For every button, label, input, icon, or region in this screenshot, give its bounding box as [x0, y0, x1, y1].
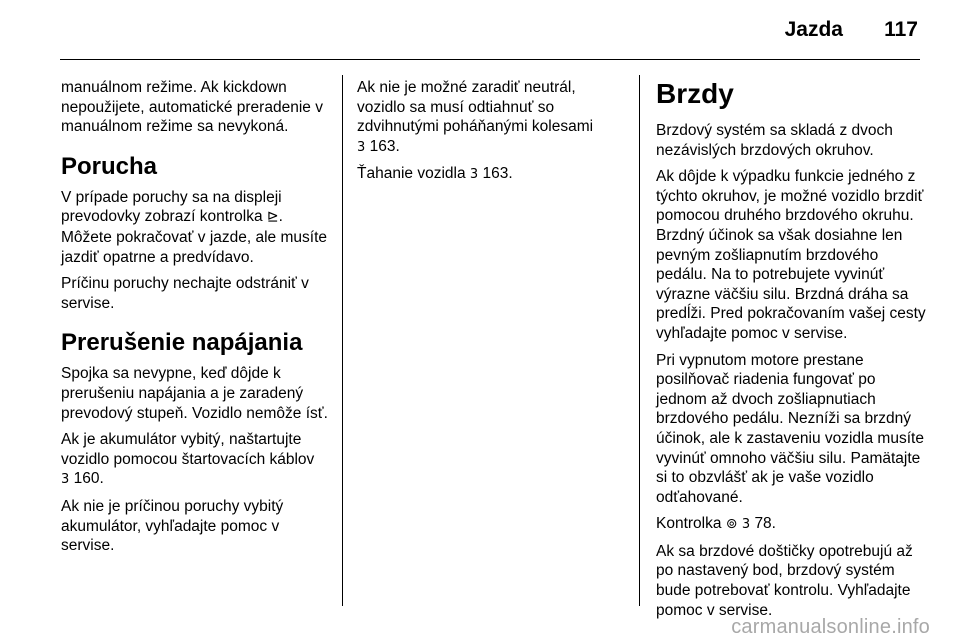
paragraph: Ak sa brzdové doštičky opotrebujú až po nastavený bod, brzdový systém bude potrebovať kontrolu. Vyhľadajte pomoc v servise. — [656, 542, 913, 619]
paragraph: Príčinu poruchy nechajte odstrániť v servise. — [61, 275, 309, 312]
header-rule — [60, 59, 920, 60]
reference-arrow-icon: 3 — [61, 472, 70, 488]
column-3 — [656, 79, 926, 627]
text: Ak je akumulátor vybitý, naštartujte vozidlo pomocou štartovacích káblov — [61, 431, 315, 468]
page-number: 117 — [884, 18, 918, 41]
reference-arrow-icon: 3 — [357, 139, 366, 155]
section-title: Jazda — [784, 18, 843, 41]
page-reference: 163. — [369, 137, 400, 155]
column-divider-1 — [342, 75, 343, 606]
column-1 — [61, 78, 329, 563]
paragraph: Ak dôjde k výpadku funkcie jedného z týchto okruhov, je možné vozidlo brzdiť pomocou druhého brzdového okruhu. Brzdný účinok sa však dosiahne len pevným zošliapnutím brzdového pedálu. Na to potrebujete vyvinúť výrazne väčšiu silu. Brzdná dráha sa predĺži. Pred pokračovaním vašej cesty vyhľadajte pomoc v servise. — [656, 168, 926, 342]
reference-arrow-icon: 3 — [469, 167, 479, 183]
paragraph — [61, 188, 329, 267]
brake-warning-icon: ⊚ — [725, 516, 738, 533]
paragraph: Brzdový systém sa skladá z dvoch nezávislých brzdových okruhov. — [656, 122, 893, 159]
paragraph: Pri vypnutom motore prestane posilňovač riadenia fungovať po jednom až dvoch zošliapnutiach brzdového pedálu. Nezníži sa brzdný účinok, ale k zastaveniu vozidla musíte vyvinúť omnoho väčšiu silu. Pamätajte si to obzvlášť ak je vaše vozidlo odťahované. — [656, 351, 924, 506]
heading-brzdy: Brzdy — [656, 78, 734, 109]
text: V prípade poruchy sa na displeji prevodovky zobrazí kontrolka — [61, 188, 282, 226]
page-reference: 160. — [73, 470, 104, 488]
text: . Môžete pokračovať v jazde, ale musíte jazdiť opatrne a predvídavo. — [61, 208, 327, 266]
page-reference: 163. — [482, 165, 513, 183]
column-2 — [357, 78, 625, 192]
column-divider-2 — [639, 75, 640, 606]
text: Ťahanie vozidla — [357, 165, 466, 183]
paragraph — [656, 514, 926, 535]
page-header — [0, 0, 960, 62]
reference-arrow-icon: 3 — [741, 517, 751, 533]
paragraph — [357, 78, 625, 157]
watermark: carmanualsonline.info — [731, 616, 930, 638]
paragraph: Ak nie je príčinou poruchy vybitý akumulátor, vyhľadajte pomoc v servise. — [61, 497, 284, 555]
heading-prerusenie: Prerušenie napájania — [61, 329, 303, 357]
paragraph — [357, 164, 625, 185]
text: Ak nie je možné zaradiť neutrál, vozidlo sa musí odtiahnuť so zdvihnutými poháňanými kolesami — [357, 79, 594, 136]
heading-porucha: Porucha — [61, 152, 158, 180]
transmission-warning-icon: ⊵ — [266, 209, 279, 226]
paragraph: Spojka sa nevypne, keď dôjde k prerušeniu napájania a je zaradený prevodový stupeň. Vozidlo nemôže ísť. — [61, 365, 328, 422]
paragraph — [61, 430, 329, 490]
paragraph: manuálnom režime. Ak kickdown nepoužijete, automatické preradenie v manuálnom režime sa nevykoná. — [61, 79, 323, 136]
page-reference: 78. — [754, 515, 776, 533]
text: Kontrolka — [656, 515, 722, 533]
